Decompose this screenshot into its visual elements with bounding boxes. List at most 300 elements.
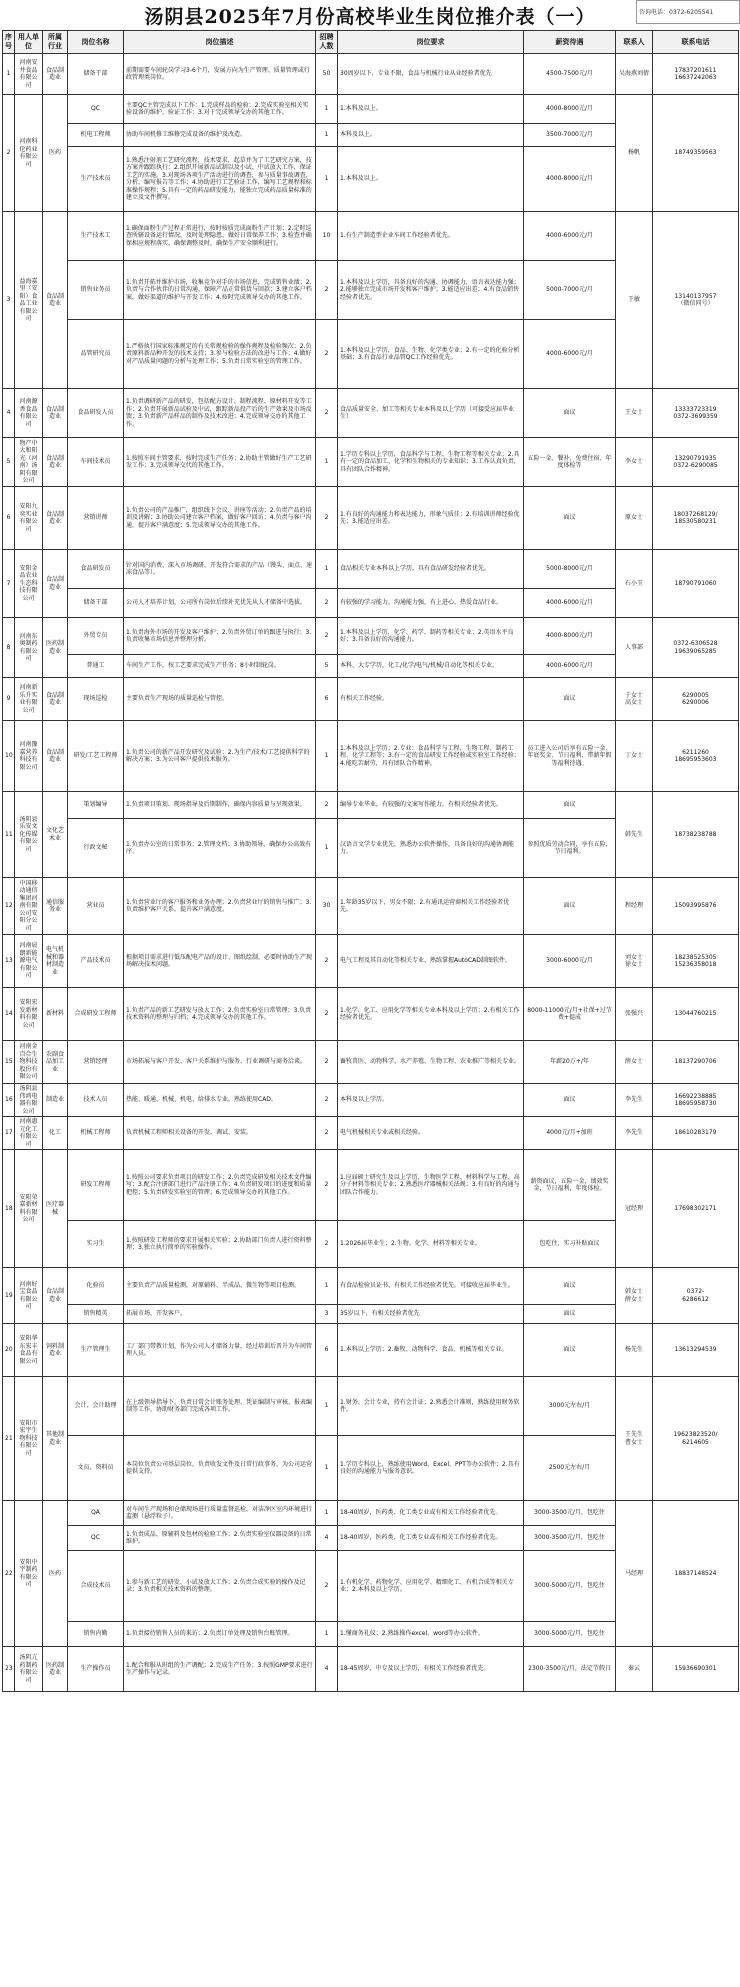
salary-cell: 2300-3500元/月，法定节假日	[524, 1647, 616, 1692]
contact-person-cell: 薛女士	[616, 1041, 653, 1084]
contact-phone-cell: 18238525305 15236358018	[653, 935, 739, 988]
header-row	[3, 31, 739, 54]
job-desc-cell: 1.负责办公室的日常事务；2.管理文档；3.协助领导，确保办公高效有序。	[124, 819, 316, 878]
table-row	[3, 1377, 739, 1436]
contact-person-cell: 程经理	[616, 878, 653, 935]
company-name-cell: 安阳九奕实业有限公司	[15, 487, 43, 550]
contact-person-cell: 杨帆	[616, 95, 653, 212]
row-number-cell: 17	[3, 1117, 15, 1150]
job-desc-cell: 公司人才培养计划，公司所有岗位后续补充优先从人才储备中选拔。	[124, 589, 316, 618]
salary-cell: 3000-3500元/月，包吃住	[524, 1526, 616, 1551]
salary-cell: 五险一金、餐补、免费住宿、年度体检等	[524, 438, 616, 487]
table-row	[3, 1041, 739, 1084]
job-req-cell: 电气工程及其自动化等相关专业，熟练掌握AutoCAD制图软件。	[338, 935, 524, 988]
job-title-cell: QA	[68, 1501, 124, 1526]
salary-cell: 4500-7500元/月	[524, 54, 616, 95]
contact-person-cell: 刘女士 徐女士	[616, 935, 653, 988]
job-count-cell: 2	[316, 1117, 338, 1150]
contact-person-cell: 原女士	[616, 487, 653, 550]
job-count-cell: 1	[316, 1622, 338, 1647]
salary-cell: 4000-8000元/月	[524, 147, 616, 212]
row-number-cell: 6	[3, 487, 15, 550]
job-req-cell: 1.有生产制造型企业车间工作经验者优先。	[338, 212, 524, 261]
table-row	[3, 54, 739, 95]
job-desc-cell: 主要负责产品质量检测，对原辅料、半成品、微生物等项目检测。	[124, 1268, 316, 1305]
company-name-cell: 安阳宏发新材料有限公司	[15, 988, 43, 1041]
job-count-cell: 3	[316, 1305, 338, 1324]
job-count-cell: 6	[316, 1324, 338, 1377]
job-desc-cell: 1.按照公司要求负责项目的研发工作；2.负责完成研发相关技术文件编写；3.配合注册部门进行产品注册工作；4.负责研发项目的进度和质量把控；5.负责研发实验室的管理；6.完成领导交办的其他工作。	[124, 1150, 316, 1221]
job-count-cell: 1	[316, 1377, 338, 1436]
job-req-cell: 本科及以上学历。	[338, 1084, 524, 1117]
job-req-cell: 18-45周岁，中专及以上学历，有相关工作经验者优先。	[338, 1647, 524, 1692]
job-count-cell: 1	[316, 124, 338, 147]
job-count-cell: 30	[316, 878, 338, 935]
salary-cell: 面议	[524, 1268, 616, 1305]
row-number-cell: 9	[3, 678, 15, 721]
job-title-cell: 外贸专员	[68, 618, 124, 655]
industry-cell: 食品制造业	[43, 487, 68, 550]
salary-cell: 8000-11000元/月+社保+过节费+提成	[524, 988, 616, 1041]
header-cell: 联系人	[616, 31, 653, 54]
header-cell: 薪资待遇	[524, 31, 616, 54]
job-title-cell: QC	[68, 1526, 124, 1551]
industry-cell: 食品制造业	[43, 1268, 68, 1324]
job-count-cell: 4	[316, 1647, 338, 1692]
salary-cell: 5000-7000元/月	[524, 261, 616, 320]
row-number-cell: 2	[3, 95, 15, 212]
contact-person-cell: 韩女士 薛女士	[616, 1268, 653, 1324]
contact-person-cell: 王先生 曹女士	[616, 1377, 653, 1501]
contact-person-cell: 丁女士	[616, 721, 653, 792]
row-number-cell: 12	[3, 878, 15, 935]
job-desc-cell: 工厂部门带教计划，作为公司人才储备力量，经过培训后晋升为车间管理人员。	[124, 1324, 316, 1377]
job-req-cell: 35岁以下，有相关经验者优先	[338, 1305, 524, 1324]
job-req-cell: 1.懂商务礼仪；2.熟练操作excel、word等办公软件。	[338, 1622, 524, 1647]
company-name-cell: 河南惠元化工有限公司	[15, 1117, 43, 1150]
job-desc-cell: 1.负责项目策划、现场指导及后期制作，确保内容质量与呈现效果。	[124, 792, 316, 819]
table-row	[3, 550, 739, 589]
job-title-cell: 营销经理	[68, 1041, 124, 1084]
job-count-cell: 2	[316, 389, 338, 438]
job-desc-cell: 热能、暖通、机械、机电、给排水专业，熟练使用CAD。	[124, 1084, 316, 1117]
salary-cell: 面议	[524, 1324, 616, 1377]
header-cell: 岗位名称	[68, 31, 124, 54]
contact-person-cell: 冠经理	[616, 1150, 653, 1268]
header-cell: 联系电话	[653, 31, 739, 54]
industry-cell: 医药	[43, 95, 68, 212]
contact-person-cell: 李女士	[616, 438, 653, 487]
salary-cell: 包吃住，实习补贴面议	[524, 1221, 616, 1268]
industry-cell: 其他制造业	[43, 1377, 68, 1501]
industry-cell: 电气机械和器材制造业	[43, 935, 68, 988]
job-desc-cell: 1.负责公司的新产品开发研究及试验；2.为生产/技术/工艺提供科学的解决方案；3.为公司客户提供技术服务。	[124, 721, 316, 792]
job-count-cell: 1	[316, 147, 338, 212]
contact-phone-cell: 6290005 6290006	[653, 678, 739, 721]
job-title-cell: 营销讲师	[68, 487, 124, 550]
job-desc-cell: 本岗位负责公司基层岗位，负责收发文件及日常行政事务，为公司运营提供支持。	[124, 1436, 316, 1501]
job-count-cell: 2	[316, 988, 338, 1041]
row-number-cell: 13	[3, 935, 15, 988]
company-name-cell: 安阳市宏宇生物科技有限公司	[15, 1377, 43, 1501]
job-desc-cell: 拓展市场，开发客户。	[124, 1305, 316, 1324]
contact-phone-cell: 6211260 18695953603	[653, 721, 739, 792]
table-row	[3, 438, 739, 487]
row-number-cell: 19	[3, 1268, 15, 1324]
salary-cell: 5000-8000元/月	[524, 550, 616, 589]
industry-cell: 饲料制造业	[43, 1324, 68, 1377]
row-number-cell: 20	[3, 1324, 15, 1377]
job-desc-cell: 市场拓展与客户开发、客户关系维护与服务、行业调研与商务洽谈。	[124, 1041, 316, 1084]
job-count-cell: 2	[316, 1084, 338, 1117]
row-number-cell: 22	[3, 1501, 15, 1647]
job-desc-cell: 车间生产工作，按工艺要求完成生产任务；8小时制轮岗。	[124, 655, 316, 678]
job-desc-cell: 1.熟悉注射剂工艺研究流程，技术要求，起草并为了工艺研究方案，技方案并跟踪执行；2.组织开展新品试制以及小试、中试放大工作，保证工艺的实施。3.对现场各项生产活动进行的调查，参与质量事故调查，分析，编写报告等工作；4.协助进行工艺验证工作，编写工艺规程和标准操作规程；5.具有一定的药品研发能力，能独立完成药品质量标准的建立及文件撰写。	[124, 147, 316, 212]
job-count-cell: 4	[316, 1526, 338, 1551]
job-req-cell: 1.本科及以上学历，食品、生物、化学类专业；2.有一定的化验分析基础；3.有食品行业品管QC工作经验优先。	[338, 320, 524, 389]
job-title-cell: 品管研究员	[68, 320, 124, 389]
contact-phone-cell: 17698302171	[653, 1150, 739, 1268]
job-desc-cell: 1.负责开拓并维护市场，收集竞争对手的市场信息，完成销售业绩；2.负责与合作伙伴的日常沟通，保障产品正常供货与回款；3.建立客户档案，做好渠道的维护与开发工作；4.按时完成领导交办的其他工作。	[124, 261, 316, 320]
salary-cell: 员工进入公司后享有五险一金、年底奖金、节日福利、带薪年假等福利待遇。	[524, 721, 616, 792]
salary-cell: 3000元左右/月	[524, 1377, 616, 1436]
company-name-cell: 河南科伦药业有限公司	[15, 95, 43, 212]
salary-cell: 3000-5000元/月，包吃住	[524, 1622, 616, 1647]
contact-person-cell: 秦云	[616, 1647, 653, 1692]
job-req-cell: 1.学历专科以上，熟练使用Word、Excel、PPT等办公软件；2.具有良好的沟通能力与服务意识。	[338, 1436, 524, 1501]
industry-cell: 食品制造业	[43, 54, 68, 95]
job-title-cell: 销售内勤	[68, 1622, 124, 1647]
table-row	[3, 1117, 739, 1150]
job-count-cell: 2	[316, 792, 338, 819]
job-req-cell: 1.学历专科以上学历，食品科学与工程、生物工程等相关专业；2.具有一定的食品加工、化学和生物相关的专业知识；3.工作认真负责，具有团队合作精神。	[338, 438, 524, 487]
contact-phone-cell: 13140137957 （微信同号）	[653, 212, 739, 389]
job-title-cell: 现场巡检	[68, 678, 124, 721]
job-title-cell: QC	[68, 95, 124, 124]
salary-cell: 3500-7000元/月	[524, 124, 616, 147]
contact-phone-cell: 15936690301	[653, 1647, 739, 1692]
job-title-cell: 销售业务员	[68, 261, 124, 320]
salary-cell: 薪资面议，五险一金，绩效奖金，节日福利，年度体检。	[524, 1150, 616, 1221]
industry-cell: 食品制造业	[43, 550, 68, 618]
company-name-cell: 汤阴县乐安文化传媒有限公司	[15, 792, 43, 878]
salary-cell: 4000-6000元/月	[524, 655, 616, 678]
table-row	[3, 678, 739, 721]
job-title-cell: 生产技术工	[68, 212, 124, 261]
job-req-cell: 本科及以上。	[338, 124, 524, 147]
job-count-cell: 50	[316, 54, 338, 95]
contact-phone-cell: 13044760215	[653, 988, 739, 1041]
job-title-cell: 普通工	[68, 655, 124, 678]
job-count-cell: 1	[316, 1268, 338, 1305]
job-desc-cell: 1.确保面粉生产过程正常进行，按时按质完成面粉生产计划；2.定时巡查所辖设备运行情况，及时处理隐患，做好日常保养工作；3.检查并确保相应规程落实，确保调整及时，确保生产安全顺利进行。	[124, 212, 316, 261]
job-title-cell: 文员、资料员	[68, 1436, 124, 1501]
job-title-cell: 实习生	[68, 1221, 124, 1268]
row-number-cell: 23	[3, 1647, 15, 1692]
job-desc-cell: 1.配合和服从班组的生产调配；2.完成生产任务；3.按照GMP要求进行生产操作与记录。	[124, 1647, 316, 1692]
job-req-cell: 1.有良好的沟通能力和表达能力，形象气质佳；2.有培训讲师经验优先；3.能适应出差。	[338, 487, 524, 550]
industry-cell: 医疗器械	[43, 1150, 68, 1268]
table-row	[3, 95, 739, 124]
job-title-cell: 化验员	[68, 1268, 124, 1305]
industry-cell: 食品制造业	[43, 212, 68, 389]
job-desc-cell: 针对国内消费、深入市场调研，开发符合需求的产品（馒头、面点、速冻食品等）。	[124, 550, 316, 589]
company-name-cell: 安阳中宇制药有限公司	[15, 1501, 43, 1647]
job-title-cell: 机电工程师	[68, 124, 124, 147]
job-count-cell: 2	[316, 1221, 338, 1268]
job-req-cell: 本科、大专学历，化工/化学/电气/机械/自动化等相关专业。	[338, 655, 524, 678]
job-title-cell: 生产技术员	[68, 147, 124, 212]
job-title-cell: 产品技术员	[68, 935, 124, 988]
salary-cell: 面议	[524, 389, 616, 438]
salary-cell: 面议	[524, 487, 616, 550]
job-count-cell: 2	[316, 1041, 338, 1084]
job-title-cell: 机械工程师	[68, 1117, 124, 1150]
job-desc-cell: 1.负责接待销售人员的来访；2.负责订单处理及销售台账管理。	[124, 1622, 316, 1647]
job-count-cell: 1	[316, 1436, 338, 1501]
table-row	[3, 721, 739, 792]
job-title-cell: 食品研发员	[68, 550, 124, 589]
company-name-cell: 河南好宝食品有限公司	[15, 1268, 43, 1324]
company-name-cell: 安阳荣嘉新材料有限公司	[15, 1150, 43, 1268]
job-desc-cell: 前期需要车间轮岗学习3-6个月，发展方向为生产管理、质量管理或行政管理类岗位。	[124, 54, 316, 95]
table-row	[3, 1268, 739, 1305]
contact-phone-cell: 18790791060	[653, 550, 739, 618]
job-title-cell: 策划编导	[68, 792, 124, 819]
industry-cell: 医药制造业	[43, 1647, 68, 1692]
job-title-cell: 研发工程师	[68, 1150, 124, 1221]
job-count-cell: 2	[316, 1551, 338, 1622]
contact-person-cell: 韩先生	[616, 792, 653, 878]
job-count-cell: 10	[316, 212, 338, 261]
job-desc-cell: 1.负责公司的产品推广，组织线下会议、讲座等活动；2.负责产品的培训及讲解；3.协助公司建立客户档案，做好客户回访；4.负责与客户沟通，提升客户满意度；5.完成领导交办的其他工作。	[124, 487, 316, 550]
contact-phone-cell: 16692238885 18695958730	[653, 1084, 739, 1117]
salary-cell: 面议	[524, 1305, 616, 1324]
job-table	[2, 30, 739, 1692]
job-req-cell: 1.化学、化工、应用化学等相关专业本科及以上学历；2.有相关工作经验者优先。	[338, 988, 524, 1041]
job-req-cell: 1.本科及以上。	[338, 95, 524, 124]
company-name-cell: 河南金百合生物科技股份有限公司	[15, 1041, 43, 1084]
industry-cell: 农副食品加工业	[43, 1041, 68, 1084]
job-title-cell: 合成研发工程师	[68, 988, 124, 1041]
company-name-cell: 安阳华东宏丰食品有限公司	[15, 1324, 43, 1377]
contact-phone-cell: 13613294539	[653, 1324, 739, 1377]
job-req-cell: 1.财务、会计专业，持有会计证；2.熟悉会计准则，熟练使用财务软件。	[338, 1377, 524, 1436]
row-number-cell: 18	[3, 1150, 15, 1268]
job-req-cell: 1.本科及以上学历；2.专业：食品科学与工程、生物工程、制药工程、化学工程等；3.有一定的食品研发工作经验或实验室工作经验；4.能吃苦耐劳，具有团队合作精神。	[338, 721, 524, 792]
job-req-cell: 18-40周岁，医药类、化工类专业或有相关工作经验者优先。	[338, 1526, 524, 1551]
industry-cell: 食品制造业	[43, 389, 68, 438]
table-row	[3, 1150, 739, 1221]
salary-cell: 4000-6000元/月	[524, 589, 616, 618]
page-title: 汤阴县2025年7月份高校毕业生岗位推介表（一）	[144, 6, 596, 28]
row-number-cell: 5	[3, 438, 15, 487]
job-desc-cell: 1.负责产品的新工艺研发与放大工作；2.负责实验室日常管理；3.负责技术资料的整理与归档；4.完成领导交办的其他工作。	[124, 988, 316, 1041]
job-desc-cell: 主要QC主管完成以下工作：1.完成样品的检验；2.完成实验室相关实验设备的维护、验证工作；3.对于完成领导交办的其他工作。	[124, 95, 316, 124]
row-number-cell: 8	[3, 618, 15, 678]
job-title-cell: 生产管理生	[68, 1324, 124, 1377]
contact-phone-cell: 19623823520/ 6214605	[653, 1377, 739, 1501]
job-count-cell: 6	[316, 678, 338, 721]
job-title-cell: 营业员	[68, 878, 124, 935]
job-desc-cell: 负责机械工程师相关设备的开发、调试、安装。	[124, 1117, 316, 1150]
contact-phone-cell: 18610283179	[653, 1117, 739, 1150]
company-name-cell: 物产中大和阳光（河南）汤阴有限公司	[15, 438, 43, 487]
job-desc-cell: 1.负责海外市场的开发及客户维护；2.负责外贸订单的跟进与执行；3.负责收集市场信息并整理分析。	[124, 618, 316, 655]
table-row	[3, 618, 739, 655]
table-row	[3, 1084, 739, 1117]
job-count-cell: 1	[316, 550, 338, 589]
job-title-cell: 销售精英	[68, 1305, 124, 1324]
job-desc-cell: 1.负责成品、原辅料及包材的检验工作；2.负责实验室仪器设备的日常维护。	[124, 1526, 316, 1551]
table-row	[3, 935, 739, 988]
salary-cell: 面议	[524, 678, 616, 721]
company-name-cell: 益海嘉里（安阳）食品工业有限公司	[15, 212, 43, 389]
contact-phone-cell: 18137290706	[653, 1041, 739, 1084]
row-number-cell: 10	[3, 721, 15, 792]
company-name-cell: 河南豫嘉营养科技有限公司	[15, 721, 43, 792]
contact-person-cell: 张强兴	[616, 988, 653, 1041]
job-desc-cell: 1.参与新工艺的研发、小试及放大工作；2.负责合成实验的操作及记录；3.负责相关技术资料的整理。	[124, 1551, 316, 1622]
job-req-cell: 1.应届硕士研究生及以上学历，生物医学工程、材料科学与工程、高分子材料等相关专业；2.熟悉医疗器械相关法规；3.有良好的沟通与团队合作能力。	[338, 1150, 524, 1221]
job-title-cell: 会计、会计助理	[68, 1377, 124, 1436]
row-number-cell: 4	[3, 389, 15, 438]
job-title-cell: 食品研发人员	[68, 389, 124, 438]
contact-person-cell: 王女士	[616, 389, 653, 438]
row-number-cell: 14	[3, 988, 15, 1041]
job-count-cell: 2	[316, 1150, 338, 1221]
job-req-cell: 1.本科以上学历；2.畜牧、动物科学、食品、机械等相关专业。	[338, 1324, 524, 1377]
table-body	[3, 54, 739, 1692]
header-cell: 用人单位	[15, 31, 43, 54]
contact-person-cell: 李先生	[616, 1117, 653, 1150]
industry-cell: 食品制造业	[43, 721, 68, 792]
job-desc-cell: 在上级领导指导下，负责日常会计账务处理、凭证编制与审核、报表编制等工作，协助财务部门完成各项工作。	[124, 1377, 316, 1436]
table-row	[3, 1501, 739, 1526]
job-title-cell: 行政文秘	[68, 819, 124, 878]
contact-phone-cell: 13290791935 0372-6290085	[653, 438, 739, 487]
row-number-cell: 3	[3, 212, 15, 389]
salary-cell: 4000-6000元/月	[524, 212, 616, 261]
industry-cell: 文化艺术业	[43, 792, 68, 878]
header-cell: 序号	[3, 31, 15, 54]
contact-phone-cell: 15093995876	[653, 878, 739, 935]
job-req-cell: 汉语言文学专业优先，熟悉办公软件操作，具备良好的沟通协调能力。	[338, 819, 524, 878]
salary-cell: 4000-8000元/月	[524, 95, 616, 124]
salary-cell: 4000-6000元/月	[524, 320, 616, 389]
job-req-cell: 食品相关专业本科以上学历，具有食品研发经验者优先。	[338, 550, 524, 589]
job-count-cell: 1	[316, 721, 338, 792]
industry-cell: 通信服务业	[43, 878, 68, 935]
salary-cell: 4000-8000元/月	[524, 618, 616, 655]
contact-phone-cell: 18837148524	[653, 1501, 739, 1647]
contact-phone-cell: 18738238788	[653, 792, 739, 878]
contact-phone-cell: 18749359563	[653, 95, 739, 212]
contact-phone-cell: 0372- 6286612	[653, 1268, 739, 1324]
table-row	[3, 1324, 739, 1377]
table-row	[3, 1647, 739, 1692]
contact-person-cell: 石小玉	[616, 550, 653, 618]
industry-cell: 制造业	[43, 1084, 68, 1117]
industry-cell: 食品制造业	[43, 678, 68, 721]
job-title-cell: 生产操作员	[68, 1647, 124, 1692]
salary-cell: 面议	[524, 1084, 616, 1117]
job-desc-cell: 协助车间机修工维修完成设备的维护及改造。	[124, 124, 316, 147]
job-count-cell: 2	[316, 589, 338, 618]
job-count-cell: 1	[316, 95, 338, 124]
salary-cell: 3000-6000元/月	[524, 935, 616, 988]
job-desc-cell: 根据项目需求进行低压配电产品的设计、图纸绘制，必要时协助生产现场解决技术问题。	[124, 935, 316, 988]
salary-cell: 2500元左右/月	[524, 1436, 616, 1501]
job-req-cell: 1.2026届毕业生；2.生物、化学、材料等相关专业。	[338, 1221, 524, 1268]
header-cell: 岗位描述	[124, 31, 316, 54]
salary-cell: 3000-5000元/月，包吃住	[524, 1551, 616, 1622]
job-req-cell: 1.本科及以上学历，具备良好的沟通、协调能力，语言表达能力强；2.能够独立完成市场开发和客户维护；3.能适应出差；4.有食品销售经验者优先。	[338, 261, 524, 320]
table-row	[3, 878, 739, 935]
salary-cell: 4000元/月+加班	[524, 1117, 616, 1150]
row-number-cell: 11	[3, 792, 15, 878]
job-title-cell: 合成技术员	[68, 1551, 124, 1622]
job-desc-cell: 1.严格执行国家标准规定的有关常规检验的操作规程及检验频次；2.负责原料新品种开发的技术支持；3.参与检验方法的改进与工作；4.做好对产品质量问题的分析与处理工作；5.负责日常实验室的管理工作。	[124, 320, 316, 389]
job-desc-cell: 1.负责调研新产品的研发，包括配方设计、制程流程、原材料开发等工作；2.负责开展新品试验及中试，跟踪新品投产后的生产效果及市场反馈；3.负责新产品样品的制作及技术改进；4.完成领导交办的其他工作。	[124, 389, 316, 438]
job-req-cell: 畜牧兽医、动物科学、水产养殖、生物工程、农业推广等相关专业。	[338, 1041, 524, 1084]
salary-cell: 3000-3500元/月，包吃住	[524, 1501, 616, 1526]
job-req-cell: 30周岁以下，专业不限，食品与机械行业从业经验者优先	[338, 54, 524, 95]
job-title-cell: 研发/工艺工程师	[68, 721, 124, 792]
contact-person-cell: 马经理	[616, 1501, 653, 1647]
job-count-cell: 1	[316, 1501, 338, 1526]
row-number-cell: 7	[3, 550, 15, 618]
contact-person-cell: 吴海燕刘倩	[616, 54, 653, 95]
table-row	[3, 792, 739, 819]
salary-cell: 参照优质劳动合同，享有五险、节日福利。	[524, 819, 616, 878]
contact-phone-cell: 17837201611 16637242063	[653, 54, 739, 95]
consult-phone-box: 咨询电话：0372-6205541	[636, 0, 740, 24]
header-cell: 招聘人数	[316, 31, 338, 54]
salary-cell: 年薪20万+/年	[524, 1041, 616, 1084]
company-name-cell: 安阳金品农业生态科技有限公司	[15, 550, 43, 618]
contact-person-cell: 王敏	[616, 212, 653, 389]
job-desc-cell: 对车间生产现场和仓储现场进行质量监督巡检，对洁净区室内环境进行监测（悬浮粒子）。	[124, 1501, 316, 1526]
job-req-cell: 1.本科及以上学历，化学、药学、制药等相关专业；2.英语水平良好；3.具备良好的沟通能力。	[338, 618, 524, 655]
job-title-cell: 车间技术员	[68, 438, 124, 487]
job-desc-cell: 1.负责营业厅的客户服务和业务办理；2.负责营业厅的销售与推广；3.负责维护客户关系，提升客户满意度。	[124, 878, 316, 935]
salary-cell: 面议	[524, 792, 616, 819]
industry-cell: 新材料	[43, 988, 68, 1041]
row-number-cell: 1	[3, 54, 15, 95]
job-req-cell: 1.本科及以上。	[338, 147, 524, 212]
company-name-cell: 河南东奥制药有限公司	[15, 618, 43, 678]
contact-phone-cell: 0372-6306528 19639065285	[653, 618, 739, 678]
table-row	[3, 988, 739, 1041]
job-req-cell: 1.年龄35岁以下，男女不限；2.有通讯运营商相关工作经验者优先。	[338, 878, 524, 935]
company-name-cell: 河南宸朗新能源电气有限公司	[15, 935, 43, 988]
job-title-cell: 技术人员	[68, 1084, 124, 1117]
industry-cell: 食品制造业	[43, 438, 68, 487]
job-count-cell: 2	[316, 487, 338, 550]
company-name-cell: 河南新乐升实业有限公司	[15, 678, 43, 721]
job-req-cell: 电气机械相关专业或相关经验。	[338, 1117, 524, 1150]
job-title-cell: 储备干部	[68, 589, 124, 618]
row-number-cell: 21	[3, 1377, 15, 1501]
company-name-cell: 河南安井食品有限公司	[15, 54, 43, 95]
job-title-cell: 储备干部	[68, 54, 124, 95]
job-count-cell: 5	[316, 655, 338, 678]
header-cell: 岗位要求	[338, 31, 524, 54]
contact-person-cell: 人事部	[616, 618, 653, 678]
job-count-cell: 2	[316, 320, 338, 389]
industry-cell: 化工	[43, 1117, 68, 1150]
